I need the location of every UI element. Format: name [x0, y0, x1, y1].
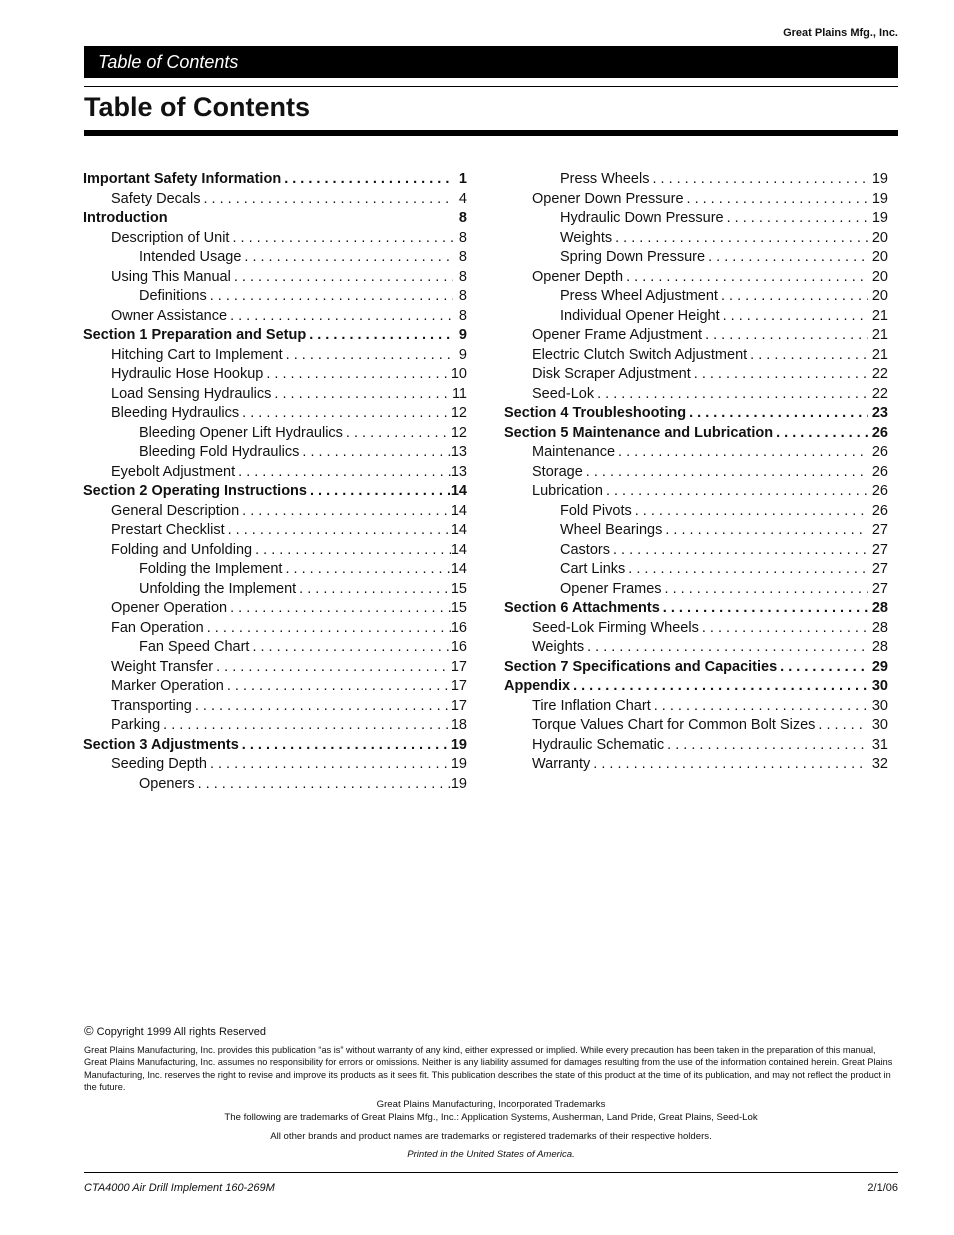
- toc-entry[interactable]: [83, 756, 467, 776]
- toc-entry-page: 30: [871, 697, 888, 714]
- toc-entry-title: Bleeding Opener Lift Hydraulics: [139, 424, 343, 441]
- toc-entry[interactable]: [83, 464, 467, 484]
- toc-entry[interactable]: [504, 737, 888, 757]
- toc-entry-title: Section 5 Maintenance and Lubrication: [504, 424, 774, 441]
- toc-leader-dots: [625, 561, 868, 577]
- toc-entry-title: Hydraulic Schematic: [532, 736, 665, 753]
- toc-entry-title: Hitching Cart to Implement: [111, 346, 283, 363]
- toc-entry[interactable]: [504, 249, 888, 269]
- toc-entry-page: 26: [871, 463, 888, 480]
- toc-entry[interactable]: [83, 620, 467, 640]
- toc-entry[interactable]: [83, 483, 467, 503]
- toc-entry-page: 23: [871, 405, 888, 421]
- toc-leader-dots: [702, 327, 868, 343]
- toc-leader-dots: [231, 269, 453, 285]
- toc-entry[interactable]: [83, 366, 467, 386]
- toc-leader-dots: [200, 191, 453, 207]
- toc-entry[interactable]: [83, 542, 467, 562]
- toc-leader-dots: [718, 288, 868, 304]
- toc-entry[interactable]: [83, 698, 467, 718]
- toc-entry[interactable]: [83, 191, 467, 211]
- toc-entry[interactable]: [83, 249, 467, 269]
- toc-entry-title: Load Sensing Hydraulics: [111, 385, 272, 402]
- toc-entry[interactable]: [83, 659, 467, 679]
- toc-entry-page: 29: [871, 658, 888, 675]
- toc-leader-dots: [252, 542, 451, 558]
- toc-entry-title: Marker Operation: [111, 678, 224, 694]
- toc-entry-page: 12: [450, 424, 467, 441]
- toc-leader-dots: [583, 464, 868, 480]
- toc-entry[interactable]: [83, 717, 467, 737]
- footer-rule: [84, 1172, 898, 1173]
- copyright-notice: [84, 1023, 266, 1038]
- toc-entry-title: Section 7 Specifications and Capacities: [504, 658, 778, 675]
- toc-entry[interactable]: [83, 230, 467, 250]
- toc-entry-title: Section 2 Operating Instructions: [83, 483, 307, 499]
- toc-leader-dots: [239, 405, 451, 421]
- toc-leader-dots: [615, 444, 868, 460]
- toc-entry-page: 17: [450, 678, 467, 694]
- toc-leader-dots: [296, 581, 451, 597]
- toc-leader-dots: [612, 230, 868, 246]
- toc-entry[interactable]: [504, 522, 888, 542]
- toc-entry-title: Description of Unit: [111, 229, 230, 246]
- toc-entry-title: Tire Inflation Chart: [532, 697, 651, 714]
- toc-entry-title: Section 4 Troubleshooting: [504, 405, 687, 421]
- toc-leader-dots: [239, 503, 451, 519]
- toc-entry-page: 26: [871, 483, 888, 499]
- toc-entry-page: 30: [871, 717, 888, 733]
- page-title: Table of Contents: [84, 92, 310, 122]
- toc-entry-page: 27: [871, 522, 888, 538]
- toc-entry-title: Parking: [111, 717, 161, 733]
- toc-entry-page: 27: [871, 561, 888, 577]
- toc-entry-title: Folding the Implement: [139, 561, 283, 577]
- toc-entry[interactable]: [83, 210, 467, 230]
- toc-entry-title: Opener Depth: [532, 268, 624, 285]
- toc-entry-title: Wheel Bearings: [560, 522, 663, 538]
- toc-entry[interactable]: [504, 269, 888, 289]
- toc-leader-dots: [204, 620, 451, 636]
- toc-leader-dots: [282, 561, 450, 577]
- toc-leader-dots: [281, 171, 453, 187]
- toc-entry-title: Prestart Checklist: [111, 522, 225, 538]
- toc-entry-page: 11: [451, 385, 467, 402]
- trademarks-text: The following are trademarks of Great Plains Mfg., Inc.: Application Systems, Ausherman, Land Pride, Great Plains, Seed-Lok: [224, 1112, 758, 1123]
- toc-entry[interactable]: [83, 327, 467, 347]
- toc-leader-dots: [747, 347, 868, 363]
- toc-entry-page: 19: [450, 775, 467, 792]
- toc-entry-page: 14: [450, 483, 467, 499]
- toc-entry[interactable]: [504, 444, 888, 464]
- toc-leader-dots: [271, 386, 452, 402]
- toc-entry[interactable]: [83, 386, 467, 406]
- toc-entry[interactable]: [83, 171, 467, 191]
- toc-entry[interactable]: [504, 425, 888, 445]
- toc-entry-page: 30: [871, 678, 888, 694]
- toc-entry[interactable]: [504, 678, 888, 698]
- toc-entry[interactable]: [83, 776, 467, 796]
- toc-leader-dots: [664, 737, 868, 753]
- toc-entry-page: 15: [450, 600, 467, 616]
- toc-entry[interactable]: [83, 600, 467, 620]
- toc-leader-dots: [224, 678, 451, 694]
- toc-entry-page: 21: [871, 346, 888, 363]
- toc-entry[interactable]: [504, 230, 888, 250]
- toc-entry-title: Section 1 Preparation and Setup: [83, 327, 307, 343]
- toc-entry-page: 31: [871, 736, 888, 753]
- toc-leader-dots: [773, 425, 868, 441]
- toc-leader-dots: [299, 444, 450, 460]
- toc-entry-page: 4: [458, 190, 467, 207]
- toc-entry-page: 18: [450, 717, 467, 733]
- toc-entry-title: Section 6 Attachments: [504, 600, 660, 616]
- toc-leader-dots: [815, 717, 868, 733]
- toc-entry[interactable]: [83, 308, 467, 328]
- toc-entry[interactable]: [83, 581, 467, 601]
- toc-leader-dots: [225, 522, 451, 538]
- toc-entry[interactable]: [504, 308, 888, 328]
- toc-entry-title: Definitions: [139, 288, 207, 304]
- toc-leader-dots: [686, 405, 868, 421]
- toc-entry-page: 14: [450, 522, 467, 538]
- toc-entry[interactable]: [504, 659, 888, 679]
- toc-entry[interactable]: [504, 620, 888, 640]
- toc-entry-title: Hydraulic Hose Hookup: [111, 366, 264, 382]
- toc-entry-page: 16: [450, 619, 467, 636]
- toc-entry-title: Bleeding Fold Hydraulics: [139, 444, 300, 460]
- toc-entry[interactable]: [83, 639, 467, 659]
- toc-entry-title: Warranty: [532, 756, 591, 772]
- toc-entry-title: Opener Down Pressure: [532, 190, 684, 207]
- toc-entry[interactable]: [83, 347, 467, 367]
- toc-entry[interactable]: [83, 425, 467, 445]
- toc-entry-title: Cart Links: [560, 561, 626, 577]
- toc-leader-dots: [777, 659, 868, 675]
- toc-leader-dots: [307, 483, 451, 499]
- toc-leader-dots: [584, 639, 868, 655]
- toc-entry[interactable]: [83, 444, 467, 464]
- toc-entry-page: 19: [871, 210, 888, 226]
- toc-entry-title: Opener Frames: [560, 580, 662, 597]
- toc-leader-dots: [283, 347, 453, 363]
- toc-entry-title: General Description: [111, 502, 240, 519]
- section-header-bar: Table of Contents: [84, 46, 898, 78]
- toc-entry-page: 20: [871, 249, 888, 265]
- title-underline: [84, 130, 898, 136]
- toc-entry-page: 8: [458, 268, 467, 285]
- toc-leader-dots: [610, 542, 868, 558]
- toc-entry-title: Intended Usage: [139, 249, 242, 265]
- toc-entry-page: 19: [871, 171, 888, 187]
- toc-entry-page: 8: [458, 210, 467, 226]
- toc-entry[interactable]: [504, 210, 888, 230]
- toc-entry-page: 20: [871, 229, 888, 246]
- toc-leader-dots: [207, 756, 451, 772]
- toc-entry-page: 8: [458, 229, 467, 246]
- toc-entry-page: 28: [871, 639, 888, 655]
- toc-entry-page: 14: [450, 561, 467, 577]
- toc-entry-title: Eyebolt Adjustment: [111, 463, 236, 480]
- toc-entry-page: 22: [871, 385, 888, 402]
- toc-entry-title: Introduction: [83, 210, 168, 226]
- copyright-text: Copyright 1999 All rights Reserved: [96, 1026, 267, 1038]
- toc-leader-dots: [239, 737, 451, 753]
- toc-entry-title: Using This Manual: [111, 268, 231, 285]
- toc-entry[interactable]: [83, 503, 467, 523]
- toc-entry[interactable]: [83, 405, 467, 425]
- toc-entry[interactable]: [504, 561, 888, 581]
- toc-entry-page: 26: [871, 502, 888, 519]
- toc-entry-title: Torque Values Chart for Common Bolt Sizes: [532, 717, 816, 733]
- disclaimer-text: Great Plains Manufacturing, Inc. provides this publication “as is” without warranty of any kind, either expressed or implied. While every precaution has been taken in the preparation of this manual, Great Plains Manufacturing, Inc. assumes no responsibility for errors or omissions. Neither is any liability assumed for damages resulting from the use of the information contained herein. Great Plains Manufacturing, Inc. reserves the right to revise and improve its products as it sees fit. This publication describes the state of this product at the time of its publication, and may not reflect the product in the future.: [84, 1045, 893, 1093]
- toc-leader-dots: [705, 249, 868, 265]
- toc-entry-page: 9: [458, 346, 467, 363]
- toc-leader-dots: [213, 659, 451, 675]
- toc-entry-title: Folding and Unfolding: [111, 541, 253, 558]
- toc-entry-page: 14: [450, 541, 467, 558]
- toc-entry[interactable]: [83, 269, 467, 289]
- toc-entry[interactable]: [83, 678, 467, 698]
- toc-entry-page: 27: [871, 580, 888, 597]
- toc-entry-page: 8: [458, 307, 467, 324]
- toc-entry[interactable]: [504, 639, 888, 659]
- toc-entry-page: 28: [871, 600, 888, 616]
- toc-entry-title: Spring Down Pressure: [560, 249, 706, 265]
- company-name: Great Plains Mfg., Inc.: [783, 27, 898, 39]
- toc-entry-title: Lubrication: [532, 483, 603, 499]
- toc-leader-dots: [632, 503, 868, 519]
- toc-entry[interactable]: [504, 327, 888, 347]
- toc-entry-title: Weights: [532, 639, 585, 655]
- toc-leader-dots: [623, 269, 868, 285]
- toc-leader-dots: [227, 600, 451, 616]
- toc-entry[interactable]: [83, 737, 467, 757]
- toc-leader-dots: [651, 698, 868, 714]
- toc-leader-dots: [263, 366, 451, 382]
- toc-entry-title: Appendix: [504, 678, 571, 694]
- toc-leader-dots: [207, 288, 453, 304]
- toc-entry-page: 9: [458, 327, 467, 343]
- toc-leader-dots: [192, 698, 451, 714]
- toc-entry-page: 12: [450, 405, 467, 421]
- toc-leader-dots: [660, 600, 868, 616]
- toc-entry-title: Storage: [532, 463, 583, 480]
- printed-in-text: Printed in the United States of America.: [407, 1149, 575, 1160]
- toc-entry-page: 21: [871, 307, 888, 324]
- toc-entry-title: Weight Transfer: [111, 658, 214, 675]
- toc-entry-title: Openers: [139, 775, 195, 792]
- toc-entry-title: Important Safety Information: [83, 171, 282, 187]
- toc-entry-title: Hydraulic Down Pressure: [560, 210, 724, 226]
- toc-leader-dots: [699, 620, 868, 636]
- footer-document-id: CTA4000 Air Drill Implement 160-269M: [84, 1182, 275, 1194]
- toc-entry[interactable]: [504, 717, 888, 737]
- toc-entry-page: 19: [450, 736, 467, 753]
- toc-leader-dots: [662, 522, 868, 538]
- toc-entry-title: Press Wheel Adjustment: [560, 288, 718, 304]
- copyright-icon: ©: [84, 1023, 94, 1038]
- toc-leader-dots: [594, 386, 868, 402]
- toc-entry[interactable]: [504, 171, 888, 191]
- toc-entry-page: 21: [871, 327, 888, 343]
- toc-entry[interactable]: [504, 581, 888, 601]
- toc-entry-page: 19: [450, 756, 467, 772]
- toc-entry[interactable]: [83, 561, 467, 581]
- toc-leader-dots: [227, 308, 453, 324]
- toc-entry-title: Unfolding the Implement: [139, 580, 297, 597]
- toc-entry[interactable]: [504, 698, 888, 718]
- toc-entry-title: Weights: [560, 229, 613, 246]
- toc-entry-title: Safety Decals: [111, 190, 201, 207]
- toc-entry-page: 13: [450, 444, 467, 460]
- toc-entry-page: 8: [458, 249, 467, 265]
- toc-entry-title: Owner Assistance: [111, 307, 228, 324]
- toc-entry-page: 26: [871, 444, 888, 460]
- toc-entry-page: 20: [871, 288, 888, 304]
- trademarks-title: Great Plains Manufacturing, Incorporated Trademarks: [376, 1099, 606, 1110]
- toc-entry[interactable]: [504, 483, 888, 503]
- toc-leader-dots: [195, 776, 451, 792]
- toc-leader-dots: [235, 464, 451, 480]
- toc-leader-dots: [662, 581, 868, 597]
- toc-entry-title: Individual Opener Height: [560, 307, 720, 324]
- toc-entry-title: Fan Speed Chart: [139, 639, 250, 655]
- toc-entry-page: 20: [871, 268, 888, 285]
- toc-leader-dots: [343, 425, 451, 441]
- toc-entry-title: Fold Pivots: [560, 502, 632, 519]
- toc-entry-page: 10: [450, 366, 467, 382]
- toc-entry-page: 22: [871, 366, 888, 382]
- toc-entry-title: Seeding Depth: [111, 756, 207, 772]
- toc-entry[interactable]: [504, 503, 888, 523]
- toc-entry[interactable]: [504, 600, 888, 620]
- toc-entry[interactable]: [504, 191, 888, 211]
- toc-leader-dots: [649, 171, 868, 187]
- toc-entry-page: 27: [871, 541, 888, 558]
- toc-entry-title: Opener Operation: [111, 600, 228, 616]
- toc-entry[interactable]: [504, 288, 888, 308]
- toc-entry[interactable]: [83, 522, 467, 542]
- toc-leader-dots: [684, 191, 868, 207]
- toc-entry[interactable]: [504, 756, 888, 776]
- toc-entry[interactable]: [504, 386, 888, 406]
- toc-entry-page: 26: [871, 424, 888, 441]
- toc-entry[interactable]: [83, 288, 467, 308]
- toc-entry-page: 13: [450, 463, 467, 480]
- toc-entry[interactable]: [504, 405, 888, 425]
- toc-entry-page: 15: [450, 580, 467, 597]
- toc-entry-page: 14: [450, 502, 467, 519]
- toc-leader-dots: [603, 483, 868, 499]
- toc-leader-dots: [229, 230, 453, 246]
- toc-leader-dots: [249, 639, 450, 655]
- toc-leader-dots: [570, 678, 868, 694]
- toc-entry-title: Disk Scraper Adjustment: [532, 366, 691, 382]
- footer-date: 2/1/06: [867, 1182, 898, 1194]
- toc-entry-page: 17: [450, 658, 467, 675]
- toc-entry-title: Section 3 Adjustments: [83, 736, 239, 753]
- toc-entry-title: Seed-Lok: [532, 385, 595, 402]
- toc-entry-title: Opener Frame Adjustment: [532, 327, 703, 343]
- toc-leader-dots: [306, 327, 453, 343]
- toc-entry-page: 16: [450, 639, 467, 655]
- toc-entry[interactable]: [504, 464, 888, 484]
- toc-entry-page: 19: [871, 190, 888, 207]
- toc-entry-title: Transporting: [111, 697, 192, 714]
- toc-column-left: [83, 171, 467, 795]
- toc-entry-page: 1: [458, 171, 467, 187]
- toc-entry-title: Fan Operation: [111, 619, 204, 636]
- toc-entry-title: Castors: [560, 541, 610, 558]
- toc-entry-page: 17: [450, 697, 467, 714]
- toc-leader-dots: [241, 249, 453, 265]
- toc-entry-page: 32: [871, 756, 888, 772]
- toc-entry-title: Press Wheels: [560, 171, 650, 187]
- other-brands-text: All other brands and product names are trademarks or registered trademarks of their respective holders.: [270, 1131, 712, 1142]
- toc-entry-title: Electric Clutch Switch Adjustment: [532, 346, 748, 363]
- toc-entry-page: 8: [458, 288, 467, 304]
- toc-entry-title: Maintenance: [532, 444, 616, 460]
- toc-entry[interactable]: [504, 542, 888, 562]
- toc-entry[interactable]: [504, 347, 888, 367]
- toc-column-right: [504, 171, 888, 776]
- toc-leader-dots: [691, 366, 868, 382]
- divider-rule: [84, 86, 898, 87]
- toc-entry-title: Seed-Lok Firming Wheels: [532, 619, 699, 636]
- toc-entry[interactable]: [504, 366, 888, 386]
- toc-entry-title: Bleeding Hydraulics: [111, 405, 240, 421]
- toc-leader-dots: [160, 717, 451, 733]
- toc-leader-dots: [720, 308, 868, 324]
- toc-leader-dots: [724, 210, 868, 226]
- toc-entry-page: 28: [871, 619, 888, 636]
- toc-leader-dots: [590, 756, 868, 772]
